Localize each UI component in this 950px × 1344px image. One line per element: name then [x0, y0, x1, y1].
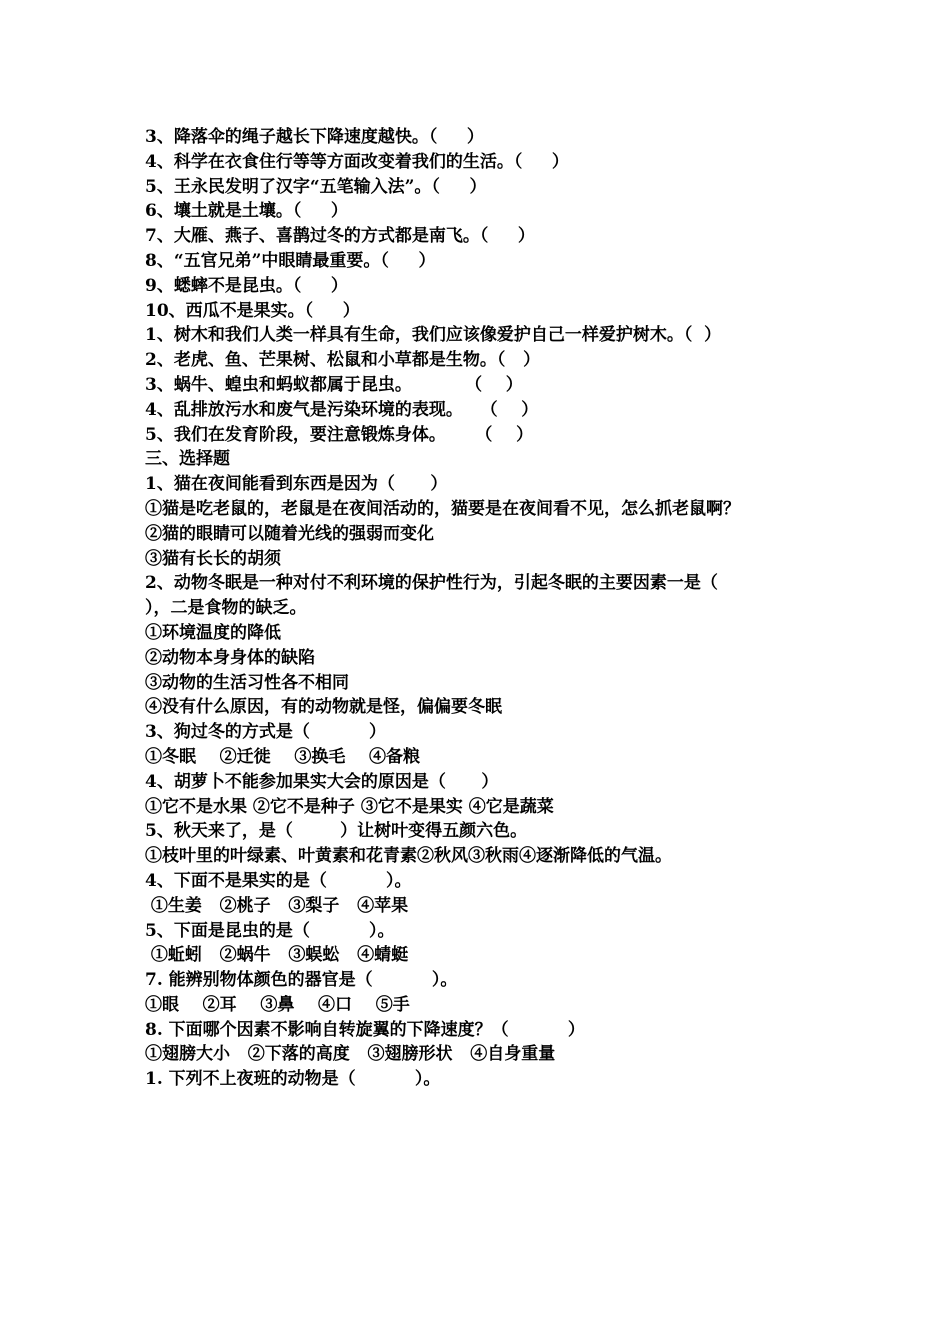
- text-line: 4、科学在衣食住行等等方面改变着我们的生活。（ ）: [145, 151, 569, 172]
- document-body: [145, 125, 845, 1092]
- text-line: ①生姜 ②桃子 ③梨子 ④苹果: [145, 895, 409, 916]
- text-line: 4、乱排放污水和废气是污染环境的表现。 （ ）: [145, 399, 539, 420]
- text-line: 8、“五官兄弟”中眼睛最重要。（ ）: [145, 250, 436, 271]
- text-line: ①翅膀大小 ②下落的高度 ③翅膀形状 ④自身重量: [145, 1044, 556, 1065]
- text-line: 4、胡萝卜不能参加果实大会的原因是（ ）: [145, 771, 499, 792]
- text-line: 2、老虎、鱼、芒果树、松鼠和小草都是生物。（ ）: [145, 350, 541, 371]
- text-line: ），二是食物的缺乏。: [145, 598, 307, 619]
- text-line: 8. 下面哪个因素不影响自转旋翼的下降速度？（ ）: [145, 1019, 585, 1040]
- text-line: 1、树木和我们人类一样具有生命，我们应该像爱护自己一样爱护树木。（ ）: [145, 325, 722, 346]
- text-line: ①蚯蚓 ②蜗牛 ③蜈蚣 ④蜻蜓: [145, 945, 409, 966]
- text-line: ④没有什么原因，有的动物就是怪，偏偏要冬眠: [145, 697, 502, 718]
- text-line: ③动物的生活习性各不相同: [145, 672, 349, 693]
- text-line: ①枝叶里的叶绿素、叶黄素和花青素②秋风③秋雨④逐渐降低的气温。: [145, 846, 672, 867]
- text-line: 3、狗过冬的方式是（ ）: [145, 722, 387, 743]
- text-line: ①冬眠 ②迁徙 ③换毛 ④备粮: [145, 746, 421, 767]
- text-line: 7、大雁、燕子、喜鹊过冬的方式都是南飞。（ ）: [145, 226, 535, 247]
- text-line: ③猫有长长的胡须: [145, 548, 281, 569]
- text-line: ①眼 ②耳 ③鼻 ④口 ⑤手: [145, 994, 410, 1015]
- text-line: 5、我们在发育阶段，要注意锻炼身体。 （ ）: [145, 424, 534, 445]
- text-line: 5、下面是昆虫的是（ ）。: [145, 920, 395, 941]
- text-line: ②动物本身身体的缺陷: [145, 647, 315, 668]
- text-line: 3、蜗牛、蝗虫和蚂蚁都属于昆虫。 （ ）: [145, 374, 523, 395]
- text-line: 1. 下列不上夜班的动物是（ ）。: [145, 1069, 441, 1090]
- text-line: ①它不是水果 ②它不是种子 ③它不是果实 ④它是蔬菜: [145, 796, 554, 817]
- text-line: 5、秋天来了，是（ ）让树叶变得五颜六色。: [145, 821, 528, 842]
- text-line: 7. 能辨别物体颜色的器官是（ ）。: [145, 970, 458, 991]
- text-line: 4、下面不是果实的是（ ）。: [145, 870, 412, 891]
- text-line: 2、动物冬眠是一种对付不利环境的保护性行为，引起冬眠的主要因素一是（: [145, 573, 718, 594]
- text-line: 9、蟋蟀不是昆虫。（ ）: [145, 275, 348, 296]
- text-line: ②猫的眼睛可以随着光线的强弱而变化: [145, 523, 434, 544]
- text-line: 1、猫在夜间能看到东西是因为（ ）: [145, 474, 448, 495]
- text-line: ①环境温度的降低: [145, 622, 281, 643]
- text-line: 10、西瓜不是果实。（ ）: [145, 300, 360, 321]
- text-line: 3、降落伞的绳子越长下降速度越快。（ ）: [145, 127, 484, 147]
- text-line: 6、壤土就是土壤。（ ）: [145, 201, 348, 222]
- text-line: 三、选择题: [145, 449, 230, 470]
- text-line: 5、王永民发明了汉字“五笔输入法”。（ ）: [145, 176, 487, 197]
- text-line: ①猫是吃老鼠的，老鼠是在夜间活动的，猫要是在夜间看不见，怎么抓老鼠啊？: [145, 498, 740, 519]
